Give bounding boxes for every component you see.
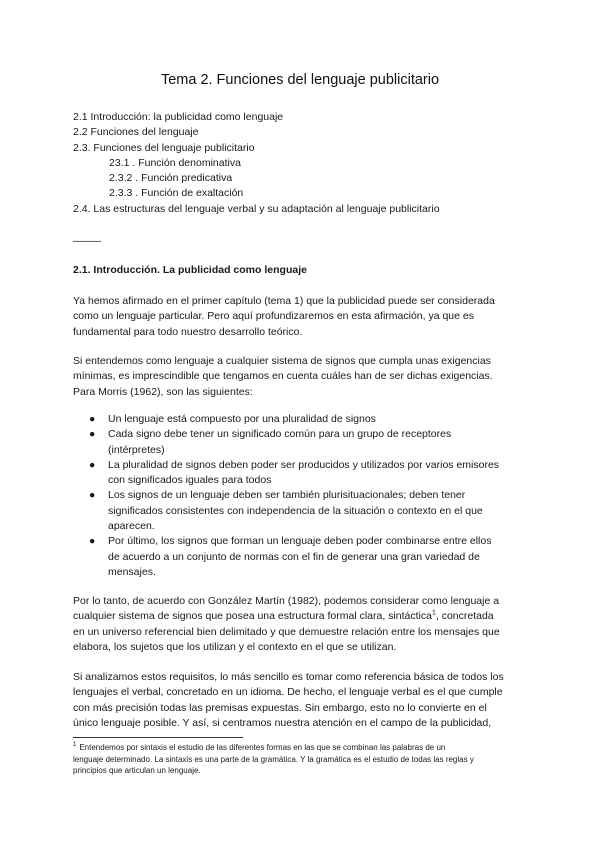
- paragraph-requirements: [73, 354, 533, 400]
- paragraph-text: cualquier sistema de signos que posea una estructura formal clara, sintáctica: [73, 610, 432, 623]
- list-item-line: con significados iguales para todos: [108, 474, 272, 487]
- toc-subitem: [73, 186, 440, 201]
- paragraph-line: Ya hemos afirmado en el primer capítulo (tema 1) que la publicidad puede ser considerada: [73, 295, 495, 307]
- section-heading: 2.1. Introducción. La publicidad como lenguaje: [73, 264, 307, 276]
- bullet-icon: ●: [89, 413, 96, 425]
- list-item: [73, 412, 543, 427]
- paragraph-line: Por lo tanto, de acuerdo con González Martín (1982), podemos considerar como lenguaje a: [73, 595, 500, 607]
- toc-item: [73, 141, 440, 156]
- paragraph-text: , concretada: [435, 610, 494, 623]
- toc-item-label: 2.4. Las estructuras del lenguaje verbal y su adaptación al lenguaje publicitario: [73, 202, 440, 215]
- footnote-divider: [73, 737, 243, 738]
- paragraph-definition: [73, 594, 533, 655]
- paragraph-line: único lenguaje posible. Y así, si centramos nuestra atención en el campo de la publicidad,: [73, 716, 492, 729]
- paragraph-line: con más precisión todas las premisas expuestas. Sin embargo, esto no lo convierte en el: [73, 701, 487, 714]
- paragraph-line: en un universo referencial bien delimitado y que demuestre relación entre los mensajes que: [73, 625, 500, 638]
- paragraph-analysis: [73, 670, 533, 731]
- paragraph-line: como un lenguaje particular. Pero aquí profundizaremos en esta afirmación, ya que es: [73, 310, 474, 323]
- paragraph-line: mínimas, es imprescindible que tengamos en cuenta cuáles han de ser dichas exigencias.: [73, 370, 493, 383]
- list-item: [73, 488, 543, 534]
- toc-item-label: 23.1 . Función denominativa: [109, 156, 241, 169]
- bullet-icon: ●: [89, 535, 96, 548]
- toc-subitem: [73, 171, 440, 186]
- footnote: [73, 742, 543, 777]
- list-item-line: Cada signo debe tener un significado común para un grupo de receptores: [108, 428, 452, 441]
- list-item-line: La pluralidad de signos deben poder ser producidos y utilizados por varios emisores: [108, 458, 500, 471]
- list-item-line: aparecen.: [108, 520, 155, 533]
- page-title: Tema 2. Funciones del lenguaje publicitario: [160, 72, 440, 88]
- toc-item-label: 2.3. Funciones del lenguaje publicitario: [73, 141, 255, 154]
- toc-item-label: 2.3.2 . Función predicativa: [109, 172, 233, 185]
- toc-item: [73, 202, 440, 217]
- table-of-contents: [73, 110, 440, 217]
- toc-item-label: 2.3.3 . Función de exaltación: [109, 187, 244, 200]
- toc-item: [73, 125, 440, 140]
- paragraph-intro: [73, 294, 533, 340]
- separator-line: ———: [73, 236, 100, 247]
- list-item-line: (intérpretes): [108, 443, 165, 456]
- list-item-line: significados consistentes con independencia de la situación o contexto en el que: [108, 504, 483, 517]
- footnote-text: Entendemos por sintaxis el estudio de las diferentes formas en las que se combinan las palabras de un: [79, 743, 446, 752]
- requirements-list: [73, 412, 543, 580]
- paragraph-line: Para Morris (1962), son las siguientes:: [73, 385, 253, 398]
- list-item-line: Los signos de un lenguaje deben ser también plurisituacionales; deben tener: [108, 489, 466, 502]
- footnote-line: [73, 742, 543, 754]
- paragraph-line: Si entendemos como lenguaje a cualquier sistema de signos que cumpla unas exigencias: [73, 355, 491, 367]
- paragraph-line: elabora, los sujetos que los utilizan y el contexto en el que se utilizan.: [73, 640, 397, 653]
- list-item-line: Por último, los signos que forman un lenguaje deben poder combinarse entre ellos: [108, 535, 492, 548]
- toc-item: [73, 110, 440, 125]
- bullet-icon: ●: [89, 458, 96, 471]
- footnote-reference[interactable]: 1: [431, 609, 436, 617]
- toc-item-label: 2.2 Funciones del lenguaje: [73, 126, 199, 139]
- toc-item-label: 2.1 Introducción: la publicidad como lenguaje: [73, 111, 284, 123]
- list-item-line: mensajes.: [108, 565, 156, 578]
- list-item: [73, 458, 543, 489]
- paragraph-line: lenguajes el verbal, concretado en un idioma. De hecho, el lenguaje verbal es el que cumple: [73, 686, 503, 699]
- footnote-number: 1: [73, 742, 77, 749]
- toc-subitem: [73, 156, 440, 171]
- footnote-line: principios que articulan un lenguaje.: [73, 766, 201, 775]
- bullet-icon: ●: [89, 428, 96, 441]
- paragraph-line: Si analizamos estos requisitos, lo más sencillo es tomar como referencia básica de todos los: [73, 671, 504, 683]
- paragraph-line: fundamental para todo nuestro desarrollo teórico.: [73, 325, 303, 338]
- footnote-line: lenguaje determinado. La sintaxis es una parte de la gramática. Y la gramática es el estudio de todas las reglas y: [73, 754, 474, 764]
- list-item-line: Un lenguaje está compuesto por una pluralidad de signos: [108, 413, 376, 425]
- list-item: [73, 427, 543, 458]
- bullet-icon: ●: [89, 489, 96, 502]
- paragraph-line: [73, 609, 533, 624]
- list-item-line: de acuerdo a un conjunto de normas con el fin de generar una gran variedad de: [108, 550, 480, 563]
- list-item: [73, 534, 543, 580]
